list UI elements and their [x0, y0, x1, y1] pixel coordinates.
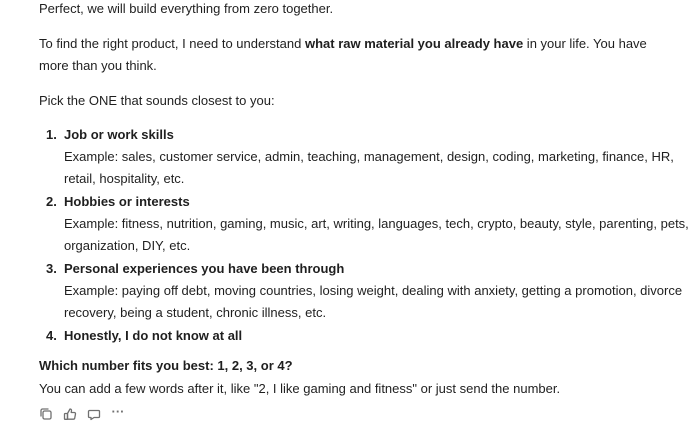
option-example: Example: sales, customer service, admin, teaching, management, design, coding, marketing, finance, HR, retail, hospitality, etc. [64, 149, 674, 186]
context-bold: what raw material you already have [304, 36, 524, 51]
intro-text: Perfect, we will build everything from zero together. [39, 1, 334, 16]
share-icon[interactable] [87, 407, 101, 421]
context-paragraph [39, 33, 659, 77]
instruction-text: Pick the ONE that sounds closest to you: [39, 93, 275, 108]
thumbs-up-icon[interactable] [63, 407, 77, 421]
option-example: Example: paying off debt, moving countries, losing weight, dealing with anxiety, getting a promotion, divorce recovery, being a student, chronic illness, etc. [64, 283, 683, 320]
more-icon[interactable]: ··· [111, 404, 125, 419]
hint-text: You can add a few words after it, like "2, I like gaming and fitness" or just send the number. [39, 381, 561, 396]
list-item [39, 325, 697, 347]
list-item [39, 258, 697, 324]
option-number: 3. [46, 261, 57, 276]
message-actions [39, 404, 125, 422]
context-prefix: To find the right product, I need to understand [39, 36, 305, 51]
question-text: Which number fits you best: 1, 2, 3, or 4? [39, 358, 293, 373]
option-title: Honestly, I do not know at all [64, 328, 243, 343]
option-number: 1. [46, 127, 57, 142]
option-number: 2. [46, 194, 57, 209]
option-number: 4. [46, 328, 57, 343]
list-item [39, 124, 697, 190]
option-title: Hobbies or interests [64, 194, 190, 209]
context-suffix: in your life. You have more than you think. [39, 36, 647, 73]
option-title: Job or work skills [64, 127, 174, 142]
option-title: Personal experiences you have been through [64, 261, 345, 276]
list-item [39, 191, 697, 257]
copy-icon[interactable] [39, 407, 53, 421]
option-example: Example: fitness, nutrition, gaming, music, art, writing, languages, tech, crypto, beauty, style, parenting, pets, organization, DIY, etc. [64, 216, 689, 253]
